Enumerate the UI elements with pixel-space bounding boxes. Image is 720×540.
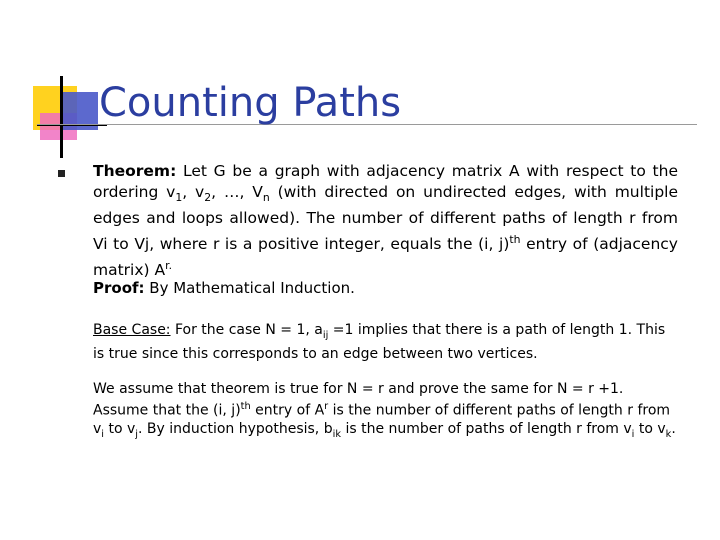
induction-paragraph: [93, 380, 678, 443]
base-case-text: For the case N = 1, a: [170, 322, 323, 338]
base-case-text: =1 implies that there is a path of length 1. This is true since this corresponds to an edge between two vertices.: [93, 322, 666, 362]
induction-subscript: j: [135, 428, 139, 440]
theorem-text: entry of (adjacency matrix) A: [93, 235, 678, 280]
induction-text: to v: [104, 420, 136, 437]
theorem-text: , …, V: [211, 183, 263, 201]
induction-text: is the number of different paths of length r from v: [93, 402, 671, 437]
theorem-label: Theorem:: [93, 162, 177, 180]
induction-superscript: th: [240, 401, 251, 412]
proof-label: Proof:: [93, 279, 145, 297]
base-case-paragraph: [93, 321, 678, 363]
induction-text: is the number of paths of length r from v: [341, 420, 632, 437]
induction-text: We assume that theorem is true for N = r and prove the same for N = r +1. Assume that the (i, j): [93, 381, 624, 419]
theorem-subscript: 1: [175, 191, 183, 205]
theorem-subscript: n: [262, 191, 270, 205]
proof-paragraph: [93, 278, 678, 298]
theorem-subscript: 2: [204, 191, 212, 205]
induction-superscript: r: [324, 401, 329, 412]
theorem-paragraph: [93, 161, 678, 281]
induction-text: entry of A: [250, 402, 325, 419]
proof-text: By Mathematical Induction.: [144, 279, 355, 297]
bullet-icon: [58, 170, 65, 177]
induction-subscript: i: [631, 428, 635, 440]
induction-text: .: [671, 420, 676, 437]
base-case-label: Base Case:: [93, 322, 171, 338]
decor-vertical-line: [60, 76, 63, 158]
theorem-superscript: th: [509, 233, 521, 247]
induction-text: . By induction hypothesis, b: [138, 420, 333, 437]
induction-subscript: k: [665, 428, 672, 440]
theorem-superscript: r.: [165, 259, 173, 273]
slide-title: Counting Paths: [99, 80, 402, 126]
induction-subscript: ik: [332, 428, 341, 440]
theorem-text: , v: [182, 183, 205, 201]
decor-horizontal-accent: [37, 125, 107, 126]
theorem-text: (with directed on undirected edges, with multiple edges and loops allowed). The number of different paths of length r from Vi to Vj, where r is a positive integer, equals the (i, j): [93, 183, 679, 254]
base-case-subscript: ij: [322, 329, 329, 341]
induction-text: to v: [634, 420, 666, 437]
induction-subscript: i: [101, 428, 105, 440]
theorem-text: Let G be a graph with adjacency matrix A with respect to the ordering v: [93, 162, 678, 201]
